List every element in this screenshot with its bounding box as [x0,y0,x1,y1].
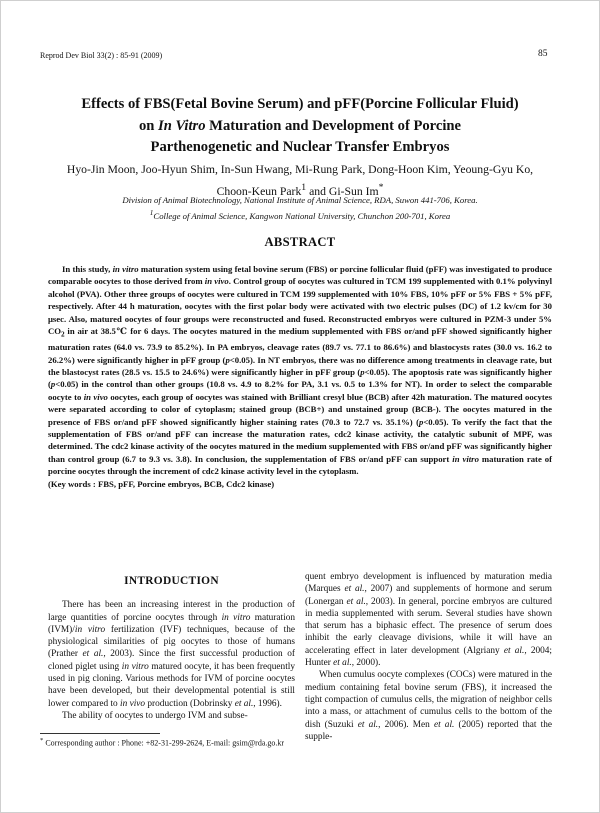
affiliation-mark: 1 [301,182,307,193]
title-line-3: Parthenogenetic and Nuclear Transfer Embryos [150,139,450,155]
author-name: Choon-Keun Park [216,184,302,198]
affiliations [40,194,560,223]
affiliation-mark: 1 [149,209,154,217]
footnote-mark: * [40,737,44,744]
title-line-1: Effects of FBS(Fetal Bovine Serum) and pFF(Porcine Follicular Fluid) [81,96,519,112]
intro-paragraph-1: There has been an increasing interest in the production of large quantities of porcine oocytes through in vitro maturation (IVM)/in vitro fertilization (IVF) techniques, because of the physiological similarities of pig oocytes to those of humans (Prather et al., 2003). Since the first successful production of cloned piglet using in vitro matured oocyte, it has been frequently used in pig cloning. Various methods for IVM of porcine oocytes have been developed, but their developmental potential is still lower compared to in vivo production (Dobrinsky et al., 1996). [48,600,296,709]
title-line-2 [40,116,560,138]
footnote-rule [40,733,160,734]
abstract-paragraph: In this study, in vitro maturation system using fetal bovine serum (FBS) or porcine follicular fluid (pFF) was investigated to produce comparable oocytes to those derived from in vivo. Control group of oocytes was cultured in TCM 199 supplemented with 0.1% polyvinyl alcohol (PVA). Other three groups of oocytes were cultured in TCM 199 supplemented with 10% FBS, 10% pFF or 5% FBS + 5% pFF, respectively. After 44 h maturation, oocytes with the first polar body were activated with two electric pulses (DC) of 1.2 kv/cm for 30 μsec. Also, matured oocytes of four groups were reconstructed and fused. Reconstructed embryos were cultured in PZM-3 under 5% $CO_2$ in air at 38.5℃ for 6 days. The oocytes matured in the medium supplemented with FBS or/and pFF showed significantly higher maturation rates (64.0 vs. 73.9 to 85.2%). In PA embryos, cleavage rates (89.7 vs. 77.1 to 86.6%) and blastocysts rates (30.0 vs. 16.2 to 26.2%) were significantly higher in pFF group (p<0.05). In NT embryos, there was no difference among treatments in cleavage rate, but the blastocyst rates (28.5 vs. 15.5 to 24.6%) were significantly higher in pFF group (p<0.05). The apoptosis rate was significantly higher (p<0.05) in the control than other groups (10.8 vs. 4.9 to 8.2% for PA, 3.1 vs. 0.5 to 1.3% for NT). In order to select the comparable oocyte to in vivo oocytes, each group of oocytes was stained with Brilliant cresyl blue (BCB) after 42h maturation. The matured oocytes were separated according to color of cytoplasm; stained group (BCB+) and unstained group (BCB-). The oocytes matured in the presence of FBS or/and pFF showed significantly higher staining rates (70.3 to 72.7 vs. 35.1%) (p<0.05). To verify the fact that the supplementation of FBS or/and pFF can increase the maturation rates, cdc2 kinase activity, the catalytic subunit of MPF, was determined. The cdc2 kinase activity of the oocytes matured in the medium supplemented with FBS or/and pFF was significantly higher than control group (6.7 to 9.3 vs. 3.8). In conclusion, the supplementation of FBS or/and pFF can support in vitro maturation rate of porcine oocytes through the increment of cdc2 kinase activity level in the cytoplasm. [48,264,553,477]
authors-line-1: Hyo-Jin Moon, Joo-Hyun Shim, In-Sun Hwang, Mi-Rung Park, Dong-Hoon Kim, Yeoung-Gyu Ko, [66,163,534,176]
footnote-text: Corresponding author : Phone: +82-31-299-2624, E-mail: gsim@rda.go.kr [43,738,285,748]
affiliation-2 [40,207,560,223]
intro-left-column [48,575,295,722]
abstract-heading: ABSTRACT [264,235,336,249]
title-italic: In Vitro [158,117,206,134]
page-number: 85 [538,49,548,59]
intro-paragraph-continued: quent embryo development is influenced by maturation media (Marques et al., 2007) and supplements of hormone and serum (Lonergan et al., 2003). In general, porcine embryos are cultured in media supplemented with serum. Several studies have shown that serum has a biphasic effect. The presence of serum does inhibit the early cleavage divisions, while it will have an accelerating effect in later development (Algriany et al., 2004; Hunter et al., 2000). [305,572,553,669]
corresponding-mark: * [378,182,384,193]
introduction-heading: INTRODUCTION [124,575,219,587]
keywords: (Key words : FBS, pFF, Porcine embryos, BCB, Cdc2 kinase) [48,478,275,489]
journal-citation: Reprod Dev Biol 33(2) : 85-91 (2009) [40,51,163,60]
title-text: on [138,117,159,134]
intro-paragraph-3: When cumulus oocyte complexes (COCs) were matured in the medium containing fetal bovine serum (FBS), it increased the tight compaction of cumulus cells, the migration of neighbor cells into a mass, or attachment of cumulus cells to the bottom of the dish (Suzuki et al., 2006). Men et al. (2005) reported that the supple- [305,670,553,742]
paper-title [40,94,560,159]
affiliation-1: Division of Animal Biotechnology, National Institute of Animal Science, RDA, Suwon 441-706, Korea. [122,195,478,205]
affiliation-text: College of Animal Science, Kangwon National University, Chunchon 200-701, Korea [153,210,451,221]
abstract-body [48,263,552,490]
title-text: Maturation and Development of Porcine [205,117,462,134]
intro-right-column [305,571,552,743]
corresponding-author-footnote [40,737,284,748]
author-name: and Gi-Sun Im [306,184,379,198]
intro-paragraph-2: The ability of oocytes to undergo IVM and subse- [62,710,248,721]
